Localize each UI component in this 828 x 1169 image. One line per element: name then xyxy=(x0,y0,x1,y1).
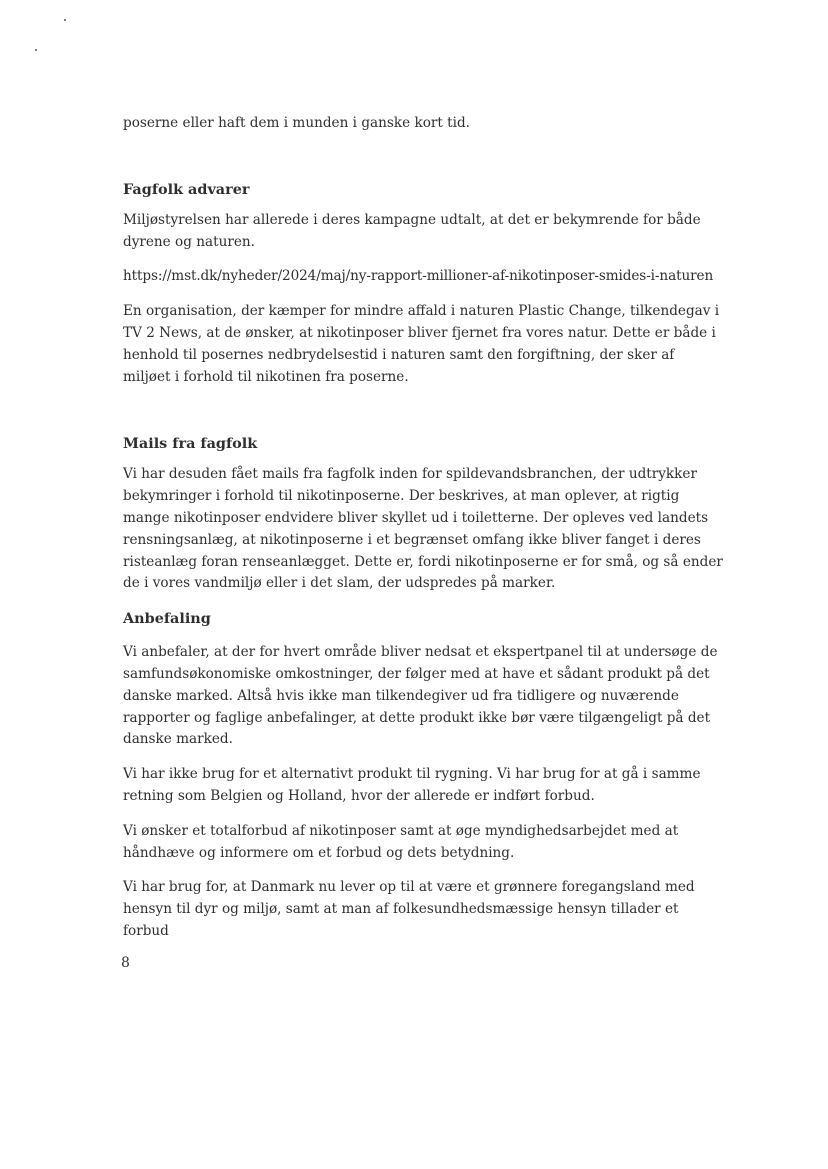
paragraph: Miljøstyrelsen har allerede i deres kampagne udtalt, at det er bekymrende for både dyrene og naturen. xyxy=(123,211,701,250)
scan-speck xyxy=(35,49,37,51)
paragraph: Vi har ikke brug for et alternativt produkt til rygning. Vi har brug for at gå i samme retning som Belgien og Holland, hvor der allerede er indført forbud. xyxy=(123,766,701,804)
heading-anbefaling: Anbefaling xyxy=(123,610,211,628)
heading-fagfolk-advarer: Fagfolk advarer xyxy=(123,180,250,198)
scan-speck xyxy=(64,19,66,21)
paragraph: Vi anbefaler, at der for hvert område bliver nedsat et ekspertpanel til at undersøge de samfundsøkonomiske omkostninger, der følger med at have et sådant produkt på det danske marked. Altså hvis ikke man tilkendegiver ud fra tidligere og nuværende rapporter og faglige anbefalinger, at dette produkt ikke bør være tilgængeligt på det danske marked. xyxy=(123,644,718,748)
intro-line: poserne eller haft dem i munden i ganske kort tid. xyxy=(123,115,470,131)
paragraph: Vi har desuden fået mails fra fagfolk inden for spildevandsbranchen, der udtrykker bekymringer i forhold til nikotinposerne. Der beskrives, at man oplever, at rigtig mange nikotinposer endvidere bliver skyllet ud i toiletterne. Der opleves ved landets rensningsanlæg, at nikotinposerne i et begrænset omfang ikke bliver fanget i deres risteanlæg foran renseanlægget. Dette er, fordi nikotinposerne er for små, og så ender de i vores vandmiljø eller i det slam, der udspredes på marker. xyxy=(123,466,723,592)
page-number: 8 xyxy=(121,955,130,971)
paragraph: En organisation, der kæmper for mindre affald i naturen Plastic Change, tilkendegav i TV 2 News, at de ønsker, at nikotinposer bliver fjernet fra vores natur. Dette er både i henhold til posernes nedbrydelsestid i naturen samt den forgiftning, der sker af miljøet i forhold til nikotinen fra poserne. xyxy=(123,303,720,385)
document-page xyxy=(123,113,723,943)
reference-link[interactable]: https://mst.dk/nyheder/2024/maj/ny-rapport-millioner-af-nikotinposer-smides-i-naturen xyxy=(123,268,714,285)
paragraph: Vi ønsker et totalforbud af nikotinposer samt at øge myndighedsarbejdet med at håndhæve og informere om et forbud og dets betydning. xyxy=(123,822,679,861)
paragraph: Vi har brug for, at Danmark nu lever op til at være et grønnere foregangsland med hensyn til dyr og miljø, samt at man af folkesundhedsmæssige hensyn tillader et forbud xyxy=(123,879,695,939)
heading-mails-fra-fagfolk: Mails fra fagfolk xyxy=(123,435,258,453)
